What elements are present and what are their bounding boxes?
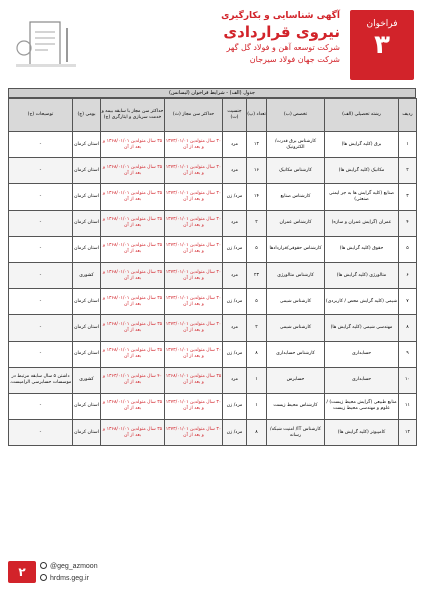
table-cell-age: ۳۰ سال متولدین ۱۳۷۳/۰۱/۰۱ و بعد از آن xyxy=(165,420,223,446)
website-line xyxy=(40,574,89,582)
table-cell-field: متالورژی (کلیه گرایش ها) xyxy=(325,262,399,288)
table-cell-age2: ۳۵ سال متولدین ۱۳۶۸/۰۱/۰۱ و بعد از آن xyxy=(101,393,165,419)
table-cell-count: ۲ xyxy=(247,315,267,341)
table-cell-gender: مرد xyxy=(223,132,247,158)
table-row xyxy=(9,315,417,341)
table-header-row xyxy=(9,99,417,132)
header-cell: تعداد (پ) xyxy=(247,99,267,132)
table-row xyxy=(9,210,417,236)
table-cell-gender: مرد/ زن xyxy=(223,289,247,315)
table-cell-count: ۵ xyxy=(247,236,267,262)
conditions-table xyxy=(8,98,417,446)
table-cell-field: حسابداری xyxy=(325,367,399,393)
table-cell-n: ۶ xyxy=(399,262,417,288)
table-cell-note: - xyxy=(9,341,73,367)
table-cell-count: ۸ xyxy=(247,341,267,367)
website-link[interactable]: hrdms.geg.ir xyxy=(50,575,89,582)
table-cell-field: مکانیک (کلیه گرایش ها) xyxy=(325,158,399,184)
header-cell: تخصص (ب) xyxy=(267,99,325,132)
table-cell-age: ۳۰ سال متولدین ۱۳۷۳/۰۱/۰۱ و بعد از آن xyxy=(165,393,223,419)
table-row xyxy=(9,393,417,419)
table-cell-native: استان کرمان xyxy=(73,132,101,158)
table-cell-native: استان کرمان xyxy=(73,210,101,236)
header-cell: توضیحات (ح) xyxy=(9,99,73,132)
table-cell-spec: کارشناس حسابداری xyxy=(267,341,325,367)
table-cell-count: ۱۲ xyxy=(247,132,267,158)
instagram-handle[interactable]: @geg_azmoon xyxy=(50,563,98,570)
announcement-badge xyxy=(350,10,414,80)
instagram-line xyxy=(40,562,98,570)
table-cell-gender: مرد/ زن xyxy=(223,420,247,446)
table-cell-n: ۱۱ xyxy=(399,393,417,419)
table-cell-n: ۷ xyxy=(399,289,417,315)
table-cell-age2: ۴۰ سال متولدین ۱۳۶۳/۰۱/۰۱ و بعد از آن xyxy=(101,367,165,393)
table-cell-n: ۹ xyxy=(399,341,417,367)
table-cell-note: - xyxy=(9,158,73,184)
table-cell-gender: مرد/ زن xyxy=(223,341,247,367)
header-line1: آگهی شناسایی و بکارگیری xyxy=(221,11,340,21)
table-cell-count: ۱ xyxy=(247,367,267,393)
table-cell-field: مهندسی شیمی (کلیه گرایش ها) xyxy=(325,315,399,341)
table-cell-note: داشتن ۵ سال سابقه مرتبط در موسسات حسابرسی الزامیست. xyxy=(9,367,73,393)
table-cell-n: ۴ xyxy=(399,210,417,236)
badge-number: ۳ xyxy=(374,30,390,60)
table-cell-native: استان کرمان xyxy=(73,341,101,367)
header xyxy=(0,0,424,88)
table-cell-count: ۲ xyxy=(247,210,267,236)
table-cell-gender: مرد/ زن xyxy=(223,393,247,419)
table-wrapper xyxy=(8,88,416,446)
table-cell-spec: کارشناس برق قدرت/الکترونیک xyxy=(267,132,325,158)
table-cell-age2: ۳۵ سال متولدین ۱۳۶۸/۰۱/۰۱ و بعد از آن xyxy=(101,158,165,184)
table-cell-age2: ۳۵ سال متولدین ۱۳۶۸/۰۱/۰۱ و بعد از آن xyxy=(101,315,165,341)
header-line2: نیروی قراردادی xyxy=(223,23,340,41)
table-cell-age: ۳۰ سال متولدین ۱۳۷۳/۰۱/۰۱ و بعد از آن xyxy=(165,289,223,315)
table-cell-native: استان کرمان xyxy=(73,184,101,210)
table-body xyxy=(9,132,417,446)
table-cell-age2: ۳۵ سال متولدین ۱۳۶۸/۰۱/۰۱ و بعد از آن xyxy=(101,236,165,262)
table-cell-native: کشوری xyxy=(73,262,101,288)
table-cell-spec: کارشناس مکانیک xyxy=(267,158,325,184)
table-caption: جدول (الف) - شرایط فراخوان (لیسانس) xyxy=(8,88,416,98)
table-row xyxy=(9,184,417,210)
table-cell-gender: مرد xyxy=(223,158,247,184)
table-cell-spec: کارشناس متالورژی xyxy=(267,262,325,288)
table-cell-field: برق (کلیه گرایش ها) xyxy=(325,132,399,158)
table-cell-gender: مرد xyxy=(223,315,247,341)
table-cell-age2: ۳۵ سال متولدین ۱۳۶۸/۰۱/۰۱ و بعد از آن xyxy=(101,132,165,158)
table-cell-native: استان کرمان xyxy=(73,315,101,341)
form-illustration-icon xyxy=(12,18,82,72)
table-row xyxy=(9,262,417,288)
header-line4: شرکت جهان فولاد سیرجان xyxy=(249,55,340,64)
table-cell-field: حقوق (کلیه گرایش ها) xyxy=(325,236,399,262)
table-row xyxy=(9,158,417,184)
table-cell-note: - xyxy=(9,132,73,158)
table-cell-age2: ۳۵ سال متولدین ۱۳۶۸/۰۱/۰۱ و بعد از آن xyxy=(101,184,165,210)
table-cell-count: ۸ xyxy=(247,420,267,446)
table-cell-spec: حسابرس xyxy=(267,367,325,393)
table-cell-spec: کارشناس حقوقی/قراردادها xyxy=(267,236,325,262)
globe-icon xyxy=(40,574,47,581)
table-cell-native: استان کرمان xyxy=(73,236,101,262)
table-row xyxy=(9,341,417,367)
table-row xyxy=(9,289,417,315)
table-cell-spec: کارشناس IT/ امنیت شبکه/ رسانه xyxy=(267,420,325,446)
table-cell-n: ۲ xyxy=(399,158,417,184)
table-cell-field: عمران (گرایش عمران و سازه) xyxy=(325,210,399,236)
table-cell-n: ۱۲ xyxy=(399,420,417,446)
table-cell-note: - xyxy=(9,184,73,210)
table-cell-gender: مرد/ زن xyxy=(223,184,247,210)
table-cell-age2: ۳۵ سال متولدین ۱۳۶۸/۰۱/۰۱ و بعد از آن xyxy=(101,262,165,288)
header-line3: شرکت توسعه آهن و فولاد گل گهر xyxy=(226,43,340,52)
table-cell-spec: کارشناس صنایع xyxy=(267,184,325,210)
table-cell-n: ۳ xyxy=(399,184,417,210)
table-cell-native: استان کرمان xyxy=(73,393,101,419)
table-cell-field: منابع طبیعی (گرایش محیط زیست) / علوم و مهندسی محیط زیست xyxy=(325,393,399,419)
header-cell: جنسیت (ت) xyxy=(223,99,247,132)
table-cell-age: ۳۰ سال متولدین ۱۳۷۳/۰۱/۰۱ و بعد از آن xyxy=(165,236,223,262)
table-cell-age: ۳۰ سال متولدین ۱۳۷۳/۰۱/۰۱ و بعد از آن xyxy=(165,315,223,341)
header-cell: حداکثر سن مجاز با سابقه بیمه و خدمت سربازی و ایثارگری (ج) xyxy=(101,99,165,132)
header-cell: ردیف xyxy=(399,99,417,132)
badge-label: فراخوان xyxy=(366,19,398,29)
header-title xyxy=(110,10,340,66)
table-cell-count: ۲۳ xyxy=(247,262,267,288)
table-cell-age: ۳۰ سال متولدین ۱۳۷۳/۰۱/۰۱ و بعد از آن xyxy=(165,210,223,236)
table-cell-note: - xyxy=(9,420,73,446)
table-cell-gender: مرد xyxy=(223,262,247,288)
table-cell-spec: کارشناس عمران xyxy=(267,210,325,236)
table-cell-age2: ۳۵ سال متولدین ۱۳۶۸/۰۱/۰۱ و بعد از آن xyxy=(101,289,165,315)
table-cell-n: ۸ xyxy=(399,315,417,341)
instagram-icon xyxy=(40,562,47,569)
table-cell-note: - xyxy=(9,236,73,262)
table-cell-gender: مرد xyxy=(223,367,247,393)
table-cell-age: ۳۰ سال متولدین ۱۳۷۳/۰۱/۰۱ و بعد از آن xyxy=(165,262,223,288)
table-cell-n: ۵ xyxy=(399,236,417,262)
header-cell: حداکثر سن مجاز (ث) xyxy=(165,99,223,132)
table-cell-native: استان کرمان xyxy=(73,420,101,446)
table-cell-field: حسابداری xyxy=(325,341,399,367)
table-cell-gender: مرد/ زن xyxy=(223,236,247,262)
table-cell-native: استان کرمان xyxy=(73,158,101,184)
table-cell-n: ۱۰ xyxy=(399,367,417,393)
table-cell-age: ۳۵ سال متولدین ۱۳۶۸/۰۱/۰۱ و بعد از آن xyxy=(165,367,223,393)
table-cell-field: شیمی (کلیه گرایش محض / کاربردی) xyxy=(325,289,399,315)
table-cell-count: ۱۶ xyxy=(247,158,267,184)
table-cell-note: - xyxy=(9,393,73,419)
table-cell-spec: کارشناس شیمی xyxy=(267,315,325,341)
footer xyxy=(0,555,424,600)
table-cell-age2: ۳۵ سال متولدین ۱۳۶۸/۰۱/۰۱ و بعد از آن xyxy=(101,420,165,446)
table-cell-spec: کارشناس محیط زیست xyxy=(267,393,325,419)
page-number: ۲ xyxy=(8,561,36,583)
table-cell-age: ۳۰ سال متولدین ۱۳۷۳/۰۱/۰۱ و بعد از آن xyxy=(165,132,223,158)
table-cell-count: ۱۴ xyxy=(247,184,267,210)
table-cell-age: ۳۰ سال متولدین ۱۳۷۳/۰۱/۰۱ و بعد از آن xyxy=(165,158,223,184)
table-cell-native: استان کرمان xyxy=(73,289,101,315)
table-cell-count: ۵ xyxy=(247,289,267,315)
header-cell: بومی (چ) xyxy=(73,99,101,132)
table-cell-age2: ۳۵ سال متولدین ۱۳۶۸/۰۱/۰۱ و بعد از آن xyxy=(101,341,165,367)
table-row xyxy=(9,236,417,262)
table-cell-note: - xyxy=(9,315,73,341)
table-cell-note: - xyxy=(9,262,73,288)
table-cell-count: ۱ xyxy=(247,393,267,419)
header-cell: رشته تحصیلی (الف) xyxy=(325,99,399,132)
table-cell-age2: ۳۵ سال متولدین ۱۳۶۸/۰۱/۰۱ و بعد از آن xyxy=(101,210,165,236)
table-cell-age: ۳۰ سال متولدین ۱۳۷۳/۰۱/۰۱ و بعد از آن xyxy=(165,184,223,210)
table-cell-field: کامپیوتر (کلیه گرایش ها) xyxy=(325,420,399,446)
table-cell-age: ۳۰ سال متولدین ۱۳۷۳/۰۱/۰۱ و بعد از آن xyxy=(165,341,223,367)
table-cell-note: - xyxy=(9,289,73,315)
table-cell-n: ۱ xyxy=(399,132,417,158)
table-cell-native: کشوری xyxy=(73,367,101,393)
table-cell-gender: مرد xyxy=(223,210,247,236)
table-row xyxy=(9,132,417,158)
table-row xyxy=(9,367,417,393)
table-cell-spec: کارشناس شیمی xyxy=(267,289,325,315)
table-cell-note: - xyxy=(9,210,73,236)
table-row xyxy=(9,420,417,446)
table-cell-field: صنایع (کلیه گرایش ها به جز ایمنی صنعتی) xyxy=(325,184,399,210)
